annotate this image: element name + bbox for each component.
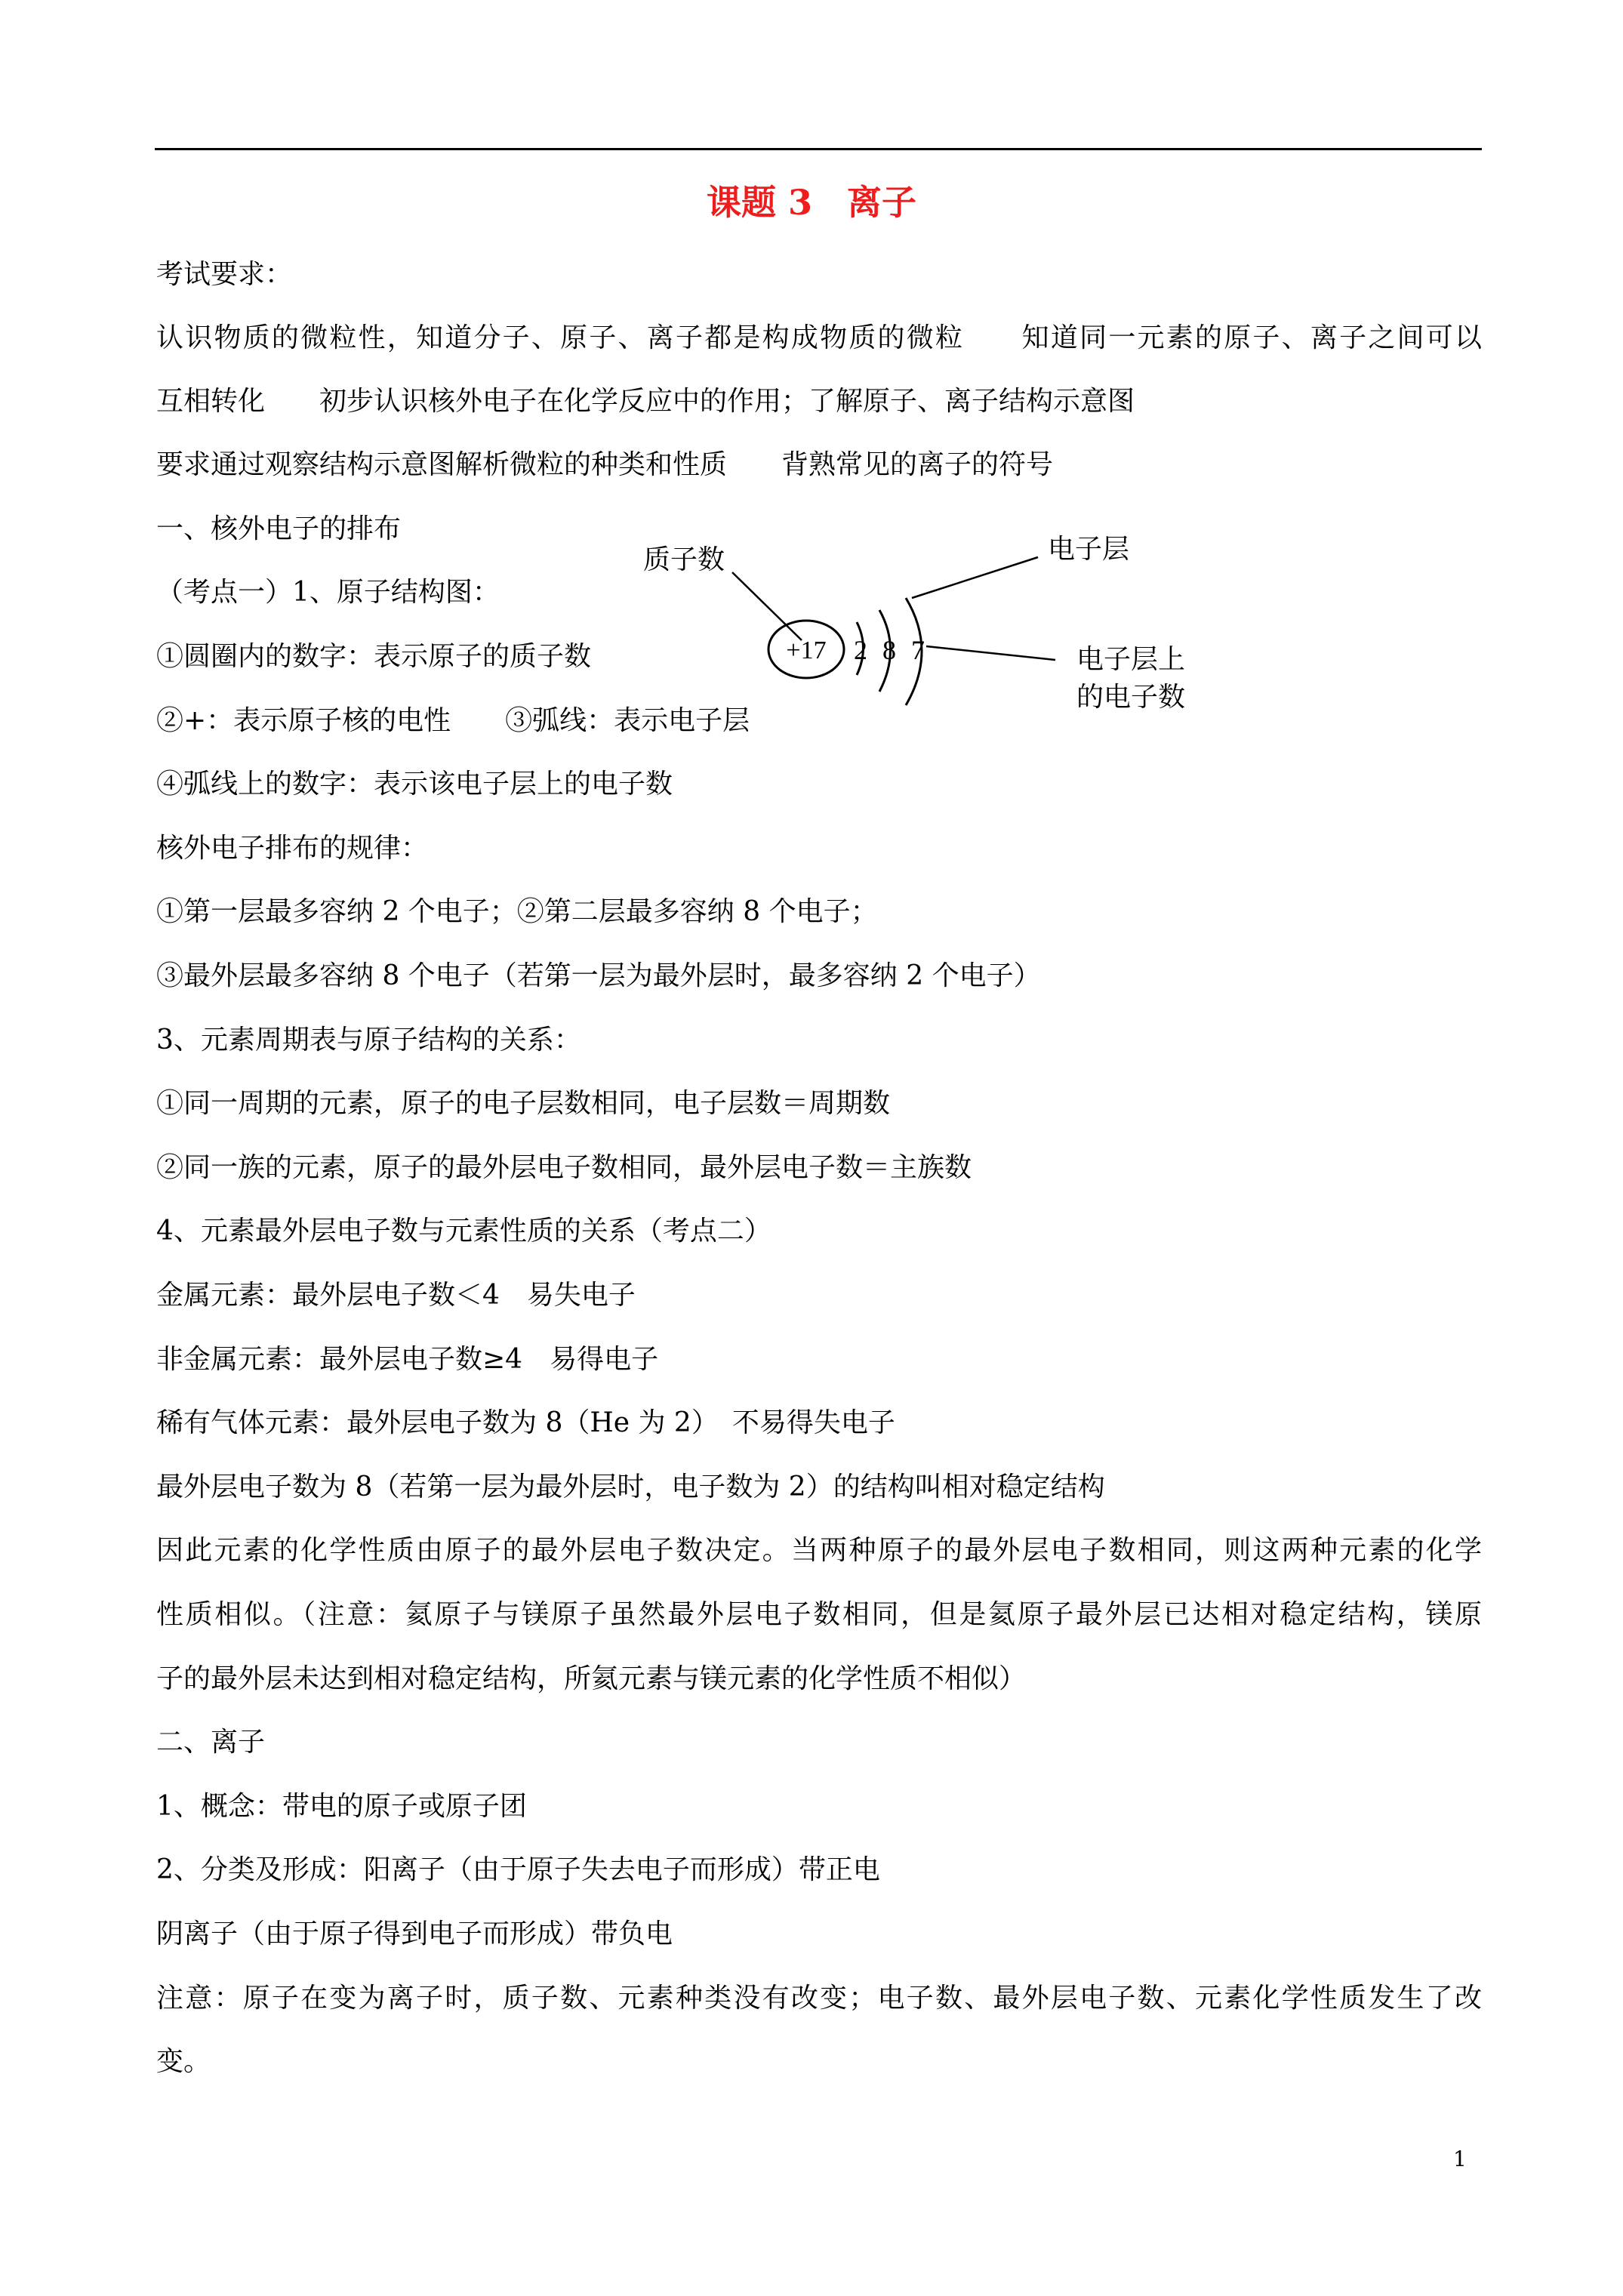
header-rule [155,148,1482,150]
text-line: 变。 [156,2046,211,2077]
proton-number-label: 质子数 [643,544,725,575]
shell-electrons-label-2: 的电子数 [1076,682,1186,713]
shell-2-electrons: 8 [882,635,896,665]
text-line: 阴离子（由于原子得到电子而形成）带负电 [156,1918,673,1949]
text-line: 金属元素：最外层电子数＜4 易失电子 [156,1280,636,1311]
text-line: 注意：原子在变为离子时，质子数、元素种类没有改变；电子数、最外层电子数、元素化学性质发生了改 [156,1983,1482,2014]
text-line: 子的最外层未达到相对稳定结构，所氦元素与镁元素的化学性质不相似） [156,1663,1027,1694]
shell-electrons-label-1: 电子层上 [1076,644,1186,675]
text-line: ②+：表示原子核的电性 ③弧线：表示电子层 [156,705,750,736]
section-heading: 二、离子 [156,1727,266,1758]
shell-electrons-pointer-line [926,646,1055,660]
text-line: ②同一族的元素，原子的最外层电子数相同，最外层电子数＝主族数 [156,1152,972,1183]
text-line: 1、概念：带电的原子或原子团 [156,1791,527,1822]
text-line: 3、元素周期表与原子结构的关系： [156,1025,581,1056]
nucleus-charge: +17 [786,636,827,664]
text-line: 核外电子排布的规律： [156,833,429,864]
text-line: 考试要求： [156,259,293,290]
text-line: 2、分类及形成：阳离子（由于原子失去电子而形成）带正电 [156,1854,880,1885]
atom-structure-diagram [627,521,1246,747]
text-line: 要求通过观察结构示意图解析微粒的种类和性质 背熟常见的离子的符号 [156,449,1054,480]
text-line: ④弧线上的数字：表示该电子层上的电子数 [156,769,673,800]
text-line: 非金属元素：最外层电子数≥4 易得电子 [156,1344,659,1375]
shell-1-electrons: 2 [854,635,867,665]
text-line: 认识物质的微粒性，知道分子、原子、离子都是构成物质的微粒 知道同一元素的原子、离子之间可以 [156,322,1482,353]
page-number: 1 [1453,2147,1467,2171]
electron-shell-label: 电子层 [1048,534,1130,565]
text-line: 性质相似。（注意：氦原子与镁原子虽然最外层电子数相同，但是氦原子最外层已达相对稳定结构，镁原 [156,1599,1482,1630]
text-line: 因此元素的化学性质由原子的最外层电子数决定。当两种原子的最外层电子数相同，则这两种元素的化学 [156,1535,1482,1566]
page-title: 课题 3 离子 [706,182,917,223]
shell-pointer-line [912,557,1038,598]
shell-3-electrons: 7 [911,635,925,665]
text-line: 最外层电子数为 8（若第一层为最外层时，电子数为 2）的结构叫相对稳定结构 [156,1472,1105,1502]
text-line: （考点一）1、原子结构图： [156,577,500,608]
text-line: ③最外层最多容纳 8 个电子（若第一层为最外层时，最多容纳 2 个电子） [156,960,1041,991]
section-heading: 一、核外电子的排布 [156,513,402,544]
text-line: ①圆圈内的数字：表示原子的质子数 [156,641,592,672]
proton-pointer-line [732,572,802,640]
text-line: ①同一周期的元素，原子的电子层数相同，电子层数＝周期数 [156,1088,891,1119]
text-line: ①第一层最多容纳 2 个电子；②第二层最多容纳 8 个电子； [156,896,878,927]
text-line: 互相转化 初步认识核外电子在化学反应中的作用；了解原子、离子结构示意图 [156,386,1135,417]
text-line: 稀有气体元素：最外层电子数为 8（He 为 2） 不易得失电子 [156,1407,895,1438]
text-line: 4、元素最外层电子数与元素性质的关系（考点二） [156,1216,771,1247]
